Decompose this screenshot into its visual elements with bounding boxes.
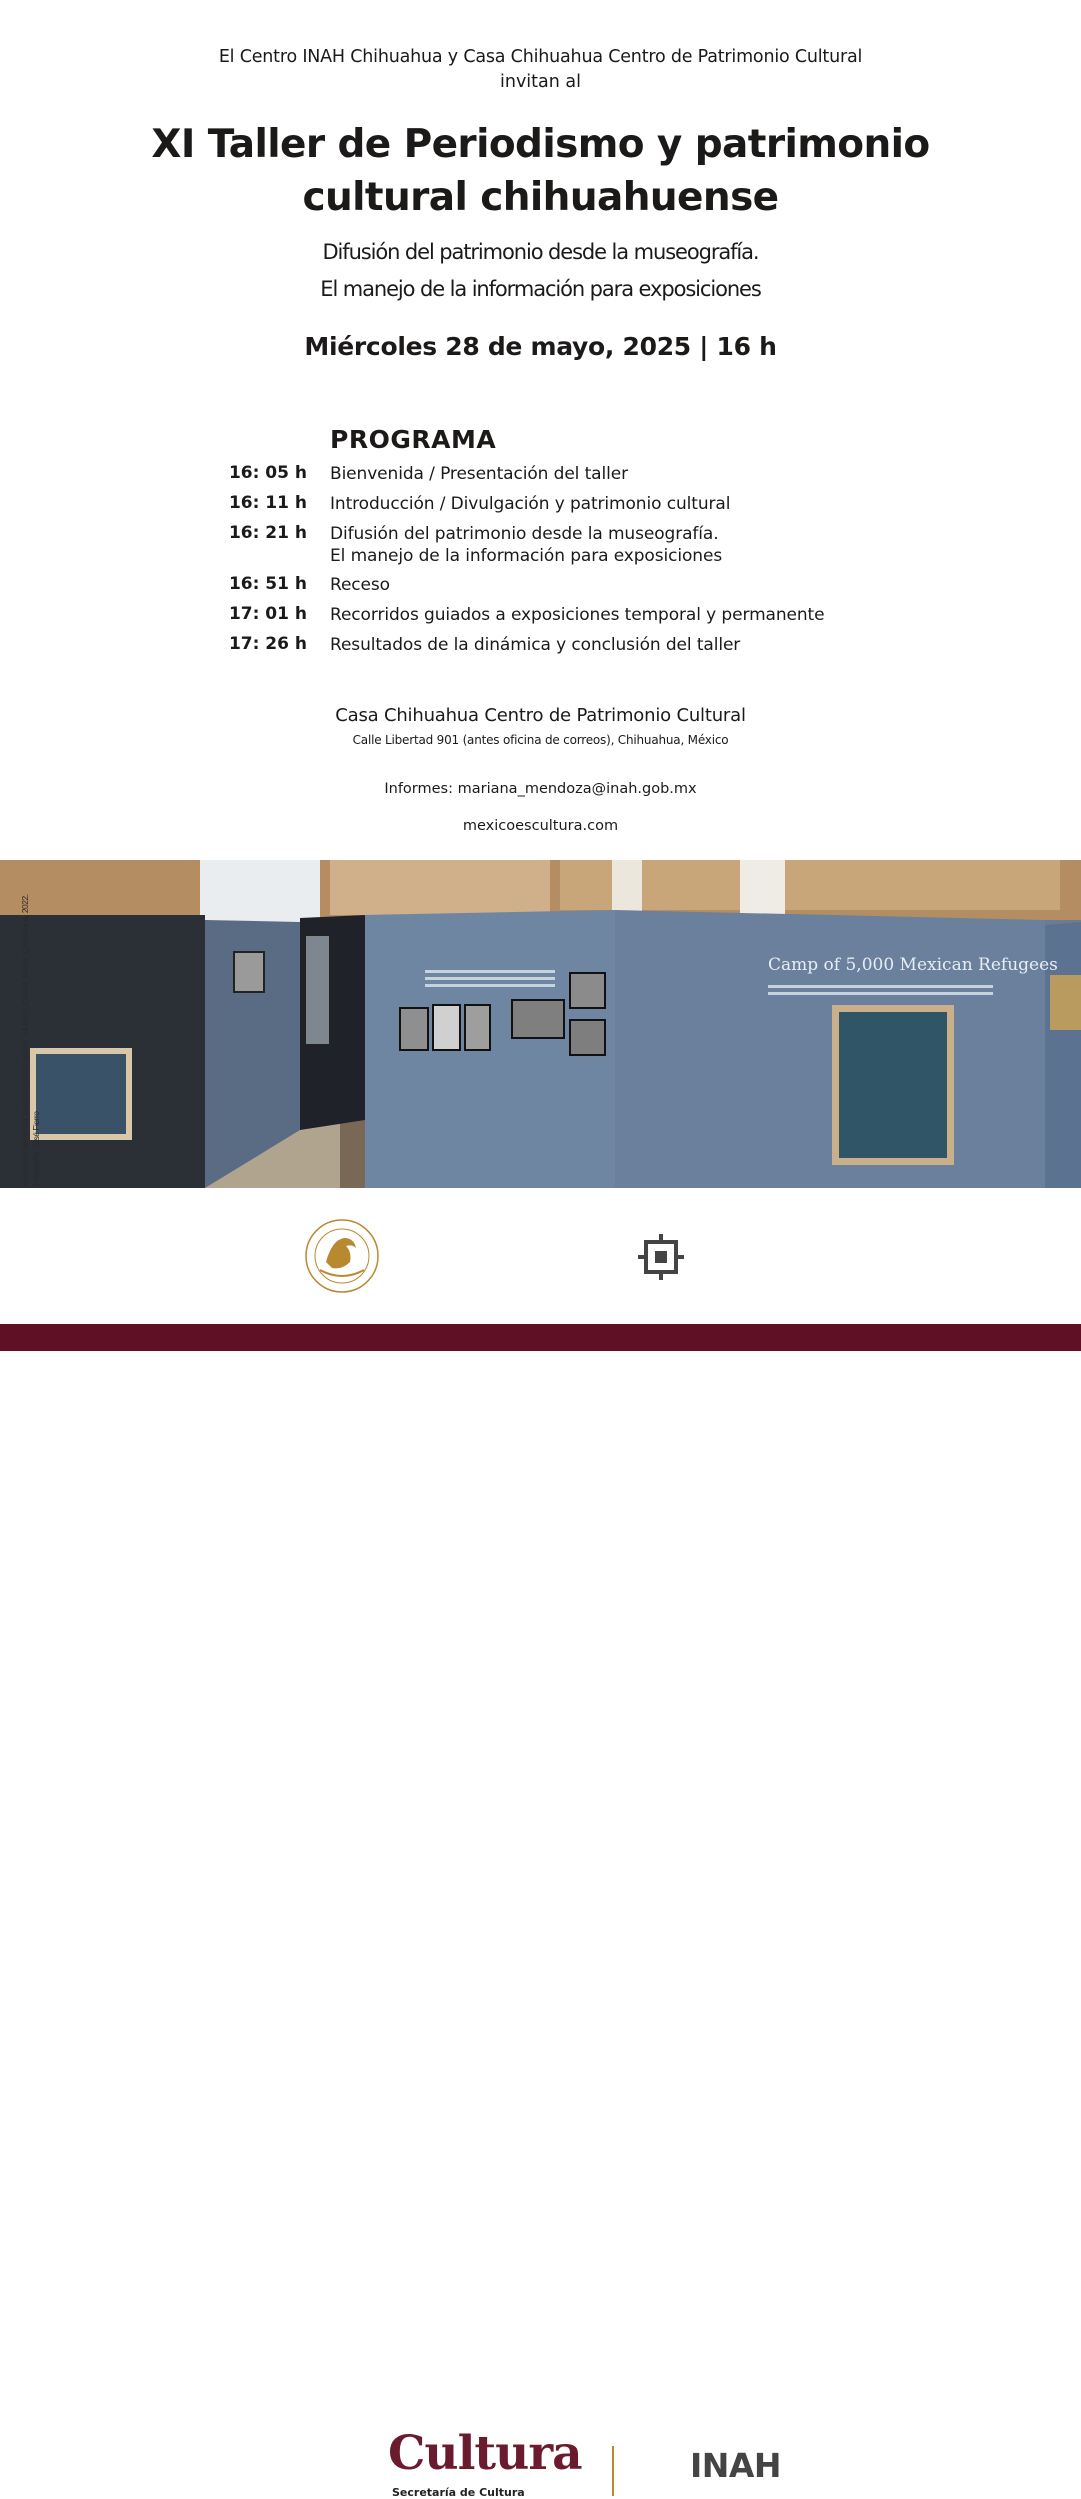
venue-name: Casa Chihuahua Centro de Patrimonio Cultural — [335, 705, 746, 726]
photo-credit-line-1: Exposición temporal: Las imágenes fugitivas. MUREF, Ciudad Juárez, Chihuahua, 2022. — [20, 894, 30, 1186]
programa-activity: Introducción / Divulgación y patrimonio cultural — [330, 494, 731, 514]
programa-activity: El manejo de la información para exposiciones — [330, 546, 723, 566]
photo-credit-line-2: Fotografía: José Fierro — [31, 1111, 41, 1186]
cultura-wordmark: Cultura — [388, 2426, 582, 2481]
programa-time: 16: 11 h — [228, 493, 307, 513]
website-link[interactable]: mexicoescultura.com — [462, 818, 619, 834]
mexican-seal-icon — [302, 1218, 382, 1294]
intro-line-2: invitan al — [500, 72, 581, 92]
subtitle-line-2: El manejo de la información para exposiciones — [320, 277, 761, 301]
contact-email[interactable]: Informes: mariana_mendoza@inah.gob.mx — [384, 781, 697, 797]
event-title-line-1: XI Taller de Periodismo y patrimonio — [151, 122, 930, 167]
logo-divider — [612, 2446, 614, 2496]
venue-address: Calle Libertad 901 (antes oficina de correos), Chihuahua, México — [352, 733, 729, 747]
inah-emblem-icon — [636, 1232, 686, 1282]
programa-activity: Difusión del patrimonio desde la museografía. — [330, 524, 719, 544]
inah-wordmark: INAH — [690, 2446, 782, 2485]
intro-line-1: El Centro INAH Chihuahua y Casa Chihuahua Centro de Patrimonio Cultural — [218, 47, 863, 67]
exhibition-photo-drawing — [0, 860, 1081, 1188]
footer-band — [0, 1324, 1081, 1351]
programa-time: 17: 26 h — [228, 634, 307, 654]
programa-activity: Resultados de la dinámica y conclusión del taller — [330, 635, 741, 655]
programa-time: 16: 51 h — [228, 574, 307, 594]
wall-heading: Camp of 5,000 Mexican Refugees — [768, 955, 1058, 975]
programa-time: 17: 01 h — [228, 604, 307, 624]
exhibition-photo — [0, 860, 1081, 1188]
secretaria-label: Secretaría de Cultura — [392, 2486, 525, 2499]
subtitle-line-1: Difusión del patrimonio desde la museografía. — [322, 240, 759, 264]
programa-activity: Bienvenida / Presentación del taller — [330, 464, 628, 484]
programa-heading: PROGRAMA — [330, 425, 497, 454]
programa-time: 16: 05 h — [228, 463, 307, 483]
logos-bar — [0, 1210, 1081, 2499]
programa-activity: Receso — [330, 575, 390, 595]
event-title-line-2: cultural chihuahuense — [302, 175, 779, 220]
programa-time: 16: 21 h — [228, 523, 307, 543]
event-date: Miércoles 28 de mayo, 2025 | 16 h — [304, 332, 777, 361]
photo-credit — [20, 860, 42, 1186]
programa-activity: Recorridos guiados a exposiciones temporal y permanente — [330, 605, 825, 625]
